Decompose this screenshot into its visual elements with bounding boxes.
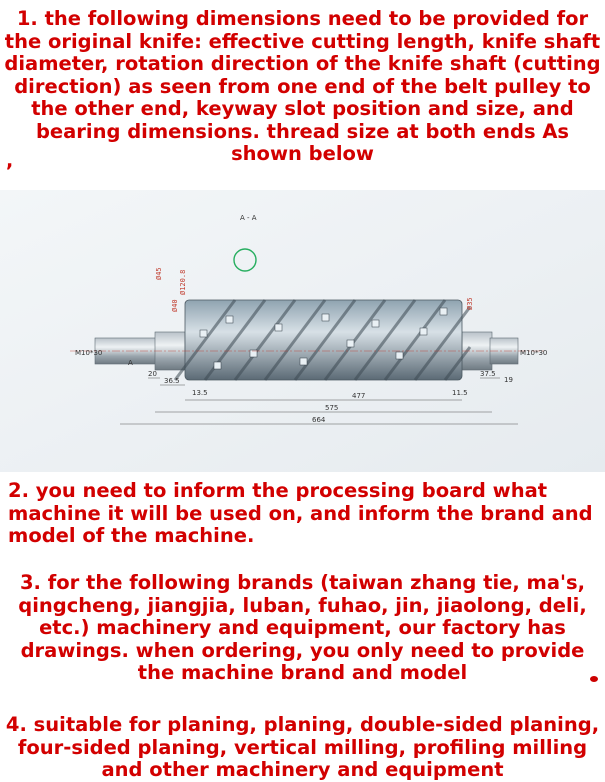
instruction-paragraph-4: 4. suitable for planing, planing, double-sided planing, four-sided planing, vertical milling, profiling milling and other machinery and equipment bbox=[5, 713, 600, 781]
section-label: A - A bbox=[240, 214, 257, 222]
dim-l115: 11.5 bbox=[452, 389, 468, 397]
dim-l135: 13.5 bbox=[192, 389, 208, 397]
dim-l477: 477 bbox=[352, 392, 366, 400]
instruction-paragraph-3: 3. for the following brands (taiwan zhang tie, ma's, qingcheng, jiangjia, luban, fuhao, jin, jiaolong, deli, etc.) machinery and equipment, our factory has drawings. when ordering, you only need to provide the machine brand and model bbox=[18, 571, 587, 684]
right-thread-label: M10*30 bbox=[520, 349, 548, 357]
stray-comma: , bbox=[6, 150, 14, 172]
dim-l20: 20 bbox=[148, 370, 157, 378]
section-marker-a: A bbox=[128, 359, 133, 367]
instruction-paragraph-2: 2. you need to inform the processing board what machine it will be used on, and inform the brand and model of the machine. bbox=[8, 479, 593, 547]
dim-l664: 664 bbox=[312, 416, 326, 424]
left-thread-label: M10*30 bbox=[75, 349, 103, 357]
dim-d40: Ø40 bbox=[171, 299, 179, 312]
dim-l19: 19 bbox=[504, 376, 513, 384]
dim-l365: 36.5 bbox=[164, 377, 180, 385]
knife-shaft-technical-drawing bbox=[0, 190, 605, 472]
dim-l375: 37.5 bbox=[480, 370, 496, 378]
dim-d35: Ø35 bbox=[466, 297, 474, 310]
dim-d45: Ø45 bbox=[155, 267, 163, 280]
dim-l575: 575 bbox=[325, 404, 339, 412]
red-dot-mark bbox=[590, 676, 598, 682]
instruction-paragraph-1: 1. the following dimensions need to be provided for the original knife: effective cutting length, knife shaft diameter, rotation direction of the knife shaft (cutting direction) as seen from one end of the belt pulley to the other end, keyway slot position and size, and bearing dimensions. thread size at both ends As shown below bbox=[4, 7, 601, 165]
dim-d120: Ø120.8 bbox=[179, 269, 187, 295]
